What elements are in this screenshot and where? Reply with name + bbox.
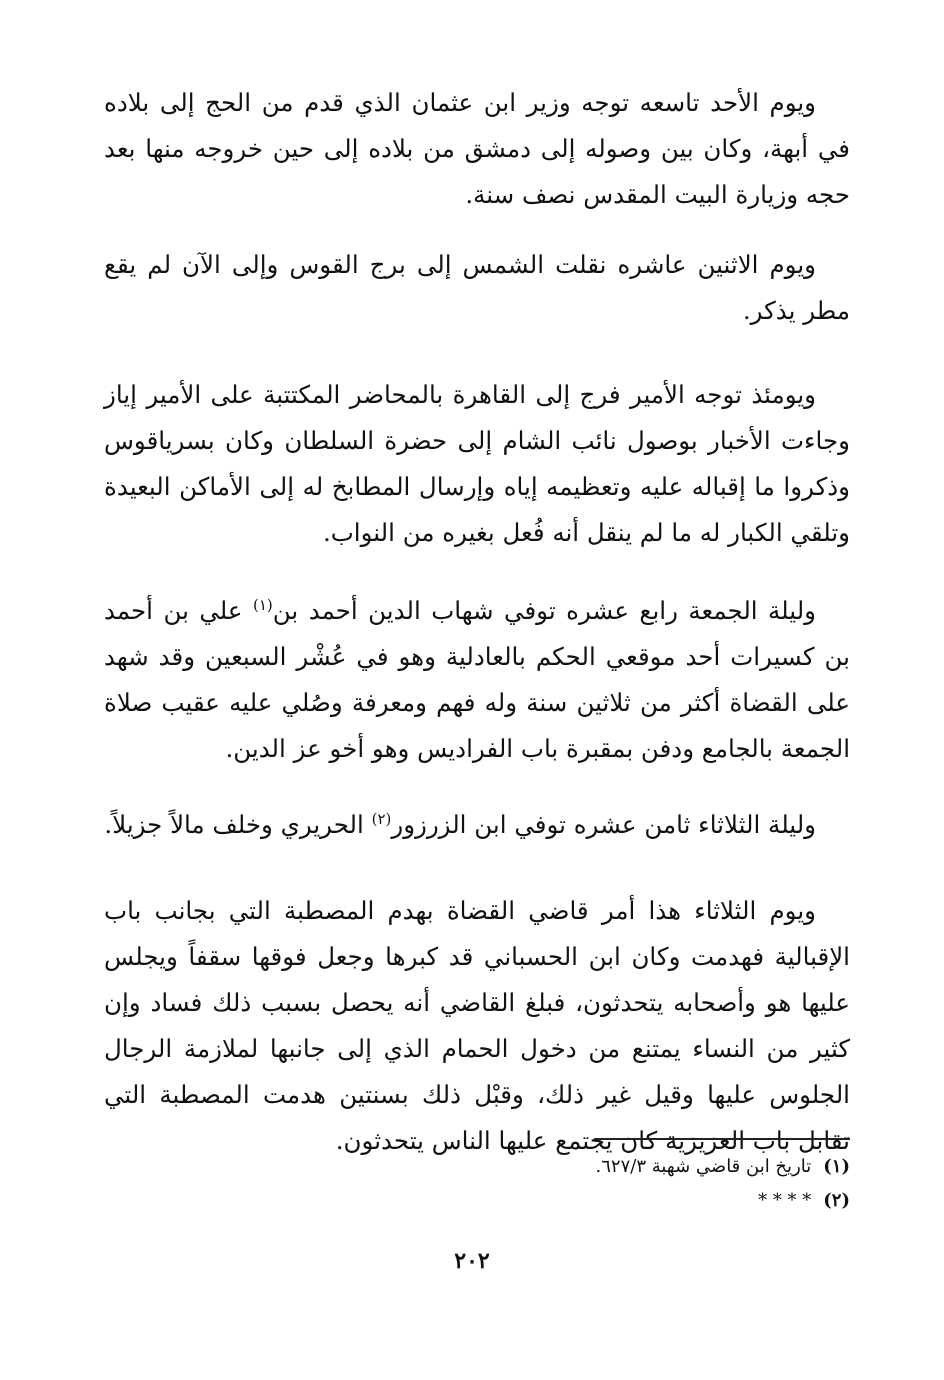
paragraph-5: [104, 802, 850, 848]
footnote-1: [250, 1150, 850, 1184]
page-number: ٢٠٢: [454, 1248, 490, 1274]
paragraph-1: ويوم الأحد تاسعه توجه وزير ابن عثمان الذي قدم من الحج إلى بلاده في أبهة، وكان بين وصوله إلى دمشق من بلاده إلى حين خروجه منها بعد حجه وزيارة البيت المقدس نصف سنة.: [104, 88, 850, 209]
footnote-2-text: * * * *: [758, 1190, 812, 1211]
paragraph-5-end: الحريري وخلف مالاً جزيلاً.: [104, 810, 372, 839]
paragraph-4-end: علي بن أحمد بن كسيرات أحد موقعي الحكم بالعادلية وهو في عُشْر السبعين وقد شهد على القضاة أكثر من ثلاثين سنة وله فهم ومعرفة وصُلي عليه عقيب صلاة الجمعة بالجامع ودفن بمقبرة باب الفراديس وهو أخو عز الدين.: [104, 596, 850, 763]
paragraph-4: [104, 588, 850, 772]
paragraph-5-start: وليلة الثلاثاء ثامن عشره توفي ابن الزرزور: [391, 810, 816, 839]
footnote-1-number: (١): [823, 1156, 850, 1177]
footnote-2: [250, 1184, 850, 1218]
footnote-2-number: (٢): [823, 1190, 850, 1211]
footnote-ref-1: (١): [253, 595, 273, 614]
paragraph-6: ويوم الثلاثاء هذا أمر قاضي القضاة بهدم المصطبة التي بجانب باب الإقبالية فهدمت وكان ابن الحسباني قد كبرها وجعل فوقها سقفاً ويجلس عليها هو وأصحابه يتحدثون، فبلغ القاضي أنه يحصل بسبب ذلك فساد وإن كثير من النساء يمتنع من دخول الحمام الذي إلى جانبها لملازمة الرجال الجلوس عليها وقيل غير ذلك، وقبْل ذلك بسنتين هدمت المصطبة التي تقابل باب العزيزية كان يجتمع عليها الناس يتحدثون.: [104, 896, 850, 1155]
footnote-divider: [594, 1138, 850, 1140]
paragraph-3: ويومئذ توجه الأمير فرج إلى القاهرة بالمحاضر المكتتبة على الأمير إياز وجاءت الأخبار بوصول نائب الشام إلى حضرة السلطان وكان بسرياقوس وذكروا ما إقباله عليه وتعظيمه إياه وإرسال المطابخ له إلى الأماكن البعيدة وتلقي الكبار له ما لم ينقل أنه فُعل بغيره من النواب.: [104, 380, 850, 547]
footnote-1-text: تاريخ ابن قاضي شهبة ٦٢٧/٣.: [595, 1156, 812, 1177]
paragraph-4-start: وليلة الجمعة رابع عشره توفي شهاب الدين أحمد بن: [272, 596, 816, 625]
page-body: [104, 80, 850, 1164]
footnote-ref-2: (٢): [371, 809, 392, 828]
paragraph-2: ويوم الاثنين عاشره نقلت الشمس إلى برج القوس وإلى الآن لم يقع مطر يذكر.: [104, 250, 850, 325]
footnotes: [250, 1150, 850, 1218]
